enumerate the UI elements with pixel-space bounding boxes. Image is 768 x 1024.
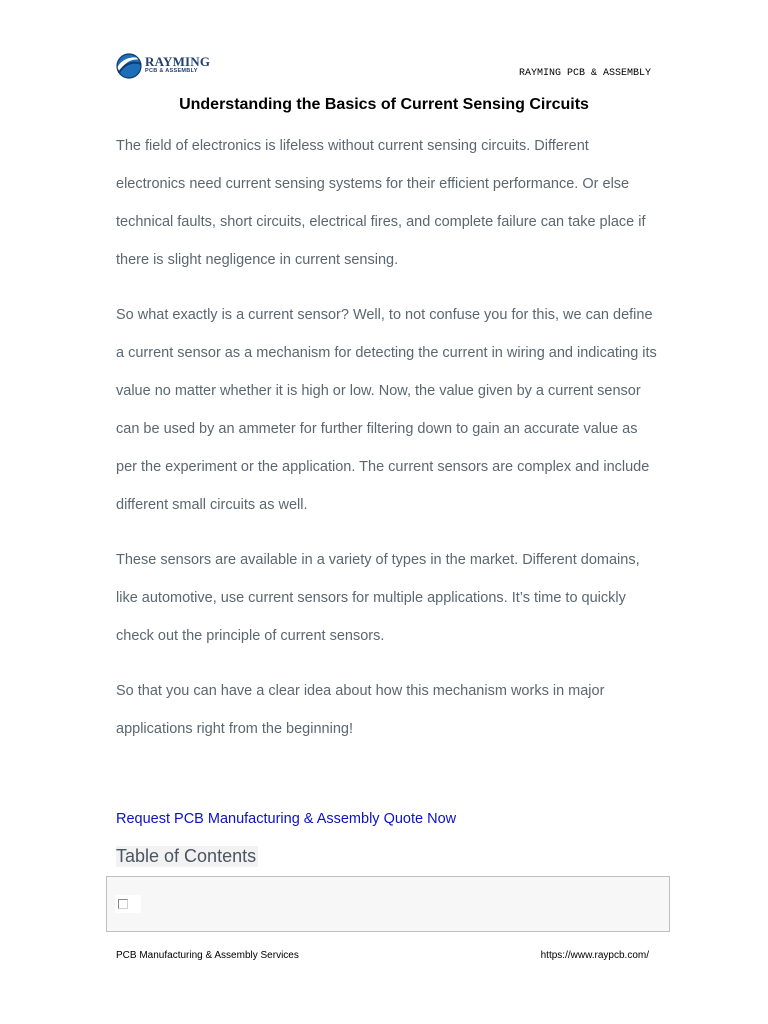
paragraph-2: So what exactly is a current sensor? Well, to not confuse you for this, we can define a current sensor as a mechanism for detecting the current in wiring and indicating its value no matter whether it is high or low. Now, the value given by a current sensor can be used by an ammeter for further filtering down to gain an accurate value as per the experiment or the application. The current sensors are complex and include different small circuits as well. xyxy=(116,307,657,513)
logo-name: RAYMING xyxy=(145,54,211,69)
logo-subtitle: PCB & ASSEMBLY xyxy=(145,68,198,74)
page-title: Understanding the Basics of Current Sensing Circuits xyxy=(179,96,589,113)
toc-image-placeholder xyxy=(115,895,141,913)
logo-swoosh-icon xyxy=(114,51,144,81)
toc-container xyxy=(106,876,670,932)
toc-heading: Table of Contents xyxy=(116,846,257,866)
company-logo xyxy=(114,51,214,81)
broken-image-icon xyxy=(118,899,128,909)
footer-services: PCB Manufacturing & Assembly Services xyxy=(116,950,299,961)
request-quote-link[interactable]: Request PCB Manufacturing & Assembly Quote Now xyxy=(116,811,457,827)
footer-url[interactable]: https://www.raypcb.com/ xyxy=(540,950,649,961)
header-company-name: RAYMING PCB & ASSEMBLY xyxy=(518,68,651,79)
article-body xyxy=(116,127,661,765)
paragraph-3: These sensors are available in a variety of types in the market. Different domains, like automotive, use current sensors for multiple applications. It’s time to quickly check out the principle of current sensors. xyxy=(116,552,640,644)
paragraph-1: The field of electronics is lifeless without current sensing circuits. Different electronics need current sensing systems for their efficient performance. Or else technical faults, short circuits, electrical fires, and complete failure can take place if there is slight negligence in current sensing. xyxy=(116,138,646,268)
paragraph-4: So that you can have a clear idea about how this mechanism works in major applications right from the beginning! xyxy=(116,683,605,737)
